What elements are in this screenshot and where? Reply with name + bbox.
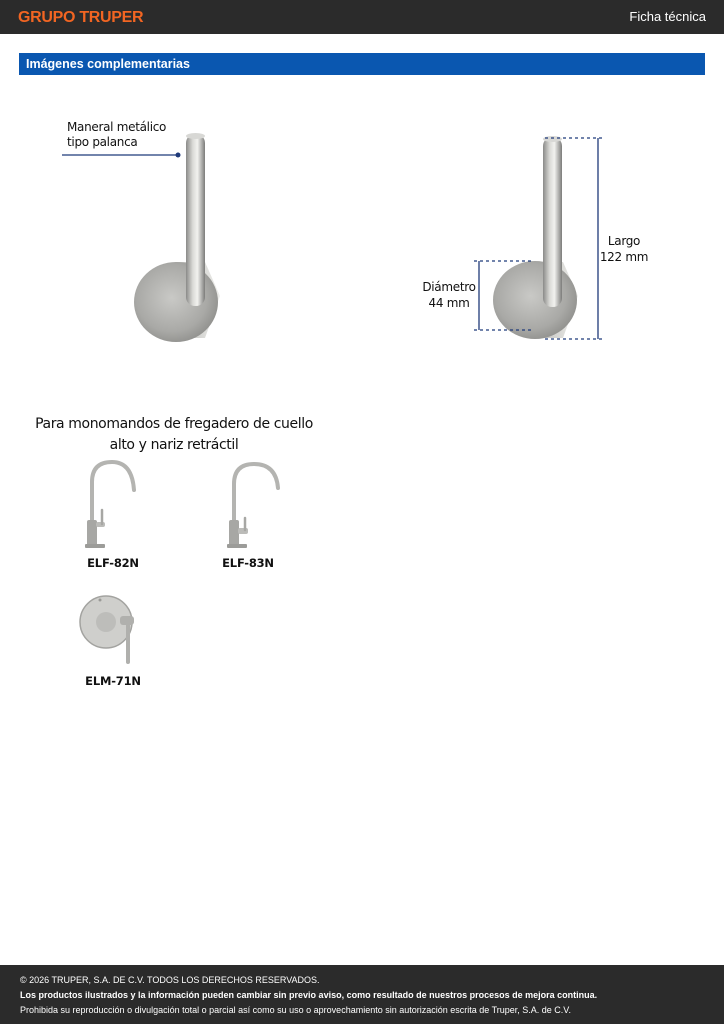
footer	[0, 965, 724, 1024]
footer-prohibition: Prohibida su reproducción o divulgación total o parcial así como su uso o aprovechamiento sin autorización escrita de Truper, S.A. de C.V.	[20, 1005, 571, 1015]
callout-dot	[176, 153, 181, 158]
section-title: Imágenes complementarias	[26, 57, 190, 71]
diameter-title: Diámetro	[422, 280, 476, 294]
model-label-2: ELF-83N	[222, 556, 274, 570]
diameter-value: 44 mm	[428, 296, 470, 310]
handle-callout	[67, 120, 166, 150]
lever-handle-left	[134, 133, 220, 342]
footer-notice: Los productos ilustrados y la información pueden cambiar sin previo aviso, como resultado de nuestros procesos de mejora continua.	[20, 990, 598, 1000]
model-label-1: ELF-82N	[87, 556, 139, 570]
length-title: Largo	[607, 234, 641, 248]
callout-line1: Maneral metálico	[67, 120, 167, 134]
diameter-label	[418, 279, 480, 311]
lever-handle-image	[0, 0, 724, 400]
document-type: Ficha técnica	[629, 9, 706, 24]
callout-line2: tipo palanca	[67, 135, 138, 149]
length-label	[596, 233, 652, 265]
length-value: 122 mm	[599, 250, 649, 264]
faucet-elf82n-image	[82, 458, 142, 550]
compatibility-caption	[30, 414, 318, 456]
footer-copyright: © 2026 TRUPER, S.A. DE C.V. TODOS LOS DERECHOS RESERVADOS.	[20, 975, 320, 985]
model-label-3: ELM-71N	[85, 674, 141, 688]
lever-handle-right	[493, 136, 578, 339]
caption-line2: alto y nariz retráctil	[109, 437, 239, 453]
caption-line1: Para monomandos de fregadero de cuello	[35, 416, 313, 432]
brand-logo: GRUPO TRUPER	[18, 9, 144, 26]
faucet-elf83n-image	[224, 458, 284, 550]
shower-valve-elm71n-image	[80, 586, 140, 666]
